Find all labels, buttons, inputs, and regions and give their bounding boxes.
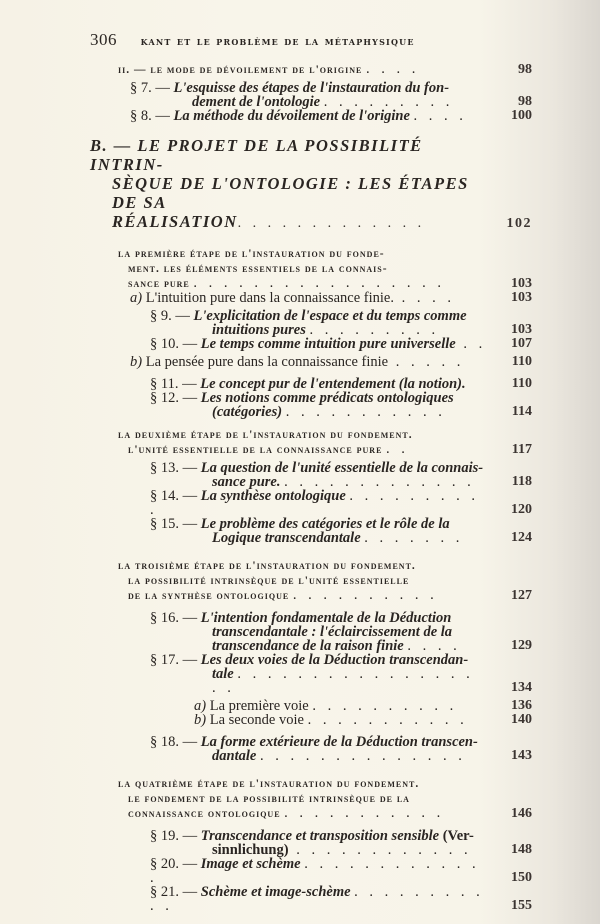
- section-number: § 12. —: [150, 390, 201, 406]
- entry-title: B. — LE PROJET DE LA POSSIBILITÉ INTRIN-: [90, 136, 423, 174]
- entry-title-cont: de la synthèse ontologique: [128, 590, 290, 602]
- entry-title: Transcendance et transposition sensible: [200, 828, 440, 844]
- toc-entry: [150, 735, 532, 763]
- section-number: § 8. —: [130, 108, 174, 124]
- entry-title: La première voie: [206, 698, 309, 714]
- section-number: § 17. —: [150, 652, 201, 668]
- leader-dots: . . . . . . . . . . . . .: [237, 216, 426, 231]
- entry-title: Le concept pur de l'entendement (la notion).: [200, 376, 466, 392]
- entry-title-cont: sinnlichung): [212, 842, 289, 858]
- page-ref: 117: [511, 442, 532, 457]
- entry-title-cont: transcendantale : l'éclaircissement de la: [212, 624, 453, 640]
- entry-title-cont: SÈQUE DE L'ONTOLOGIE : LES ÉTAPES DE SA: [112, 174, 469, 212]
- leader-dots: . . . . . . . . . . . . . . . . . .: [212, 666, 474, 696]
- leader-dots: . . . .: [365, 61, 420, 77]
- entry-title: La méthode du dévoilement de l'origine: [173, 108, 410, 124]
- leader-dots: . . . . . . . . . . .: [150, 884, 484, 914]
- toc-entry: [194, 699, 532, 713]
- subsection-letter: b): [194, 712, 207, 728]
- toc-entry: [90, 776, 532, 821]
- entry-title: Le temps comme intuition pure universelle: [200, 336, 456, 352]
- page-header: [90, 30, 530, 50]
- leader-dots: . . . . . . . . .: [323, 94, 454, 110]
- leader-dots: . . . . . . . . . . .: [284, 805, 445, 821]
- section-number: § 16. —: [150, 610, 201, 626]
- toc-entry: [130, 81, 532, 109]
- leader-dots: . . . . . . . . . .: [312, 698, 458, 714]
- entry-title-cont: l'unité essentielle de la connaissance pure: [128, 444, 383, 456]
- toc-entry: [90, 558, 532, 603]
- page-ref: 103: [511, 322, 532, 337]
- page-ref: 127: [511, 588, 532, 603]
- entry-title-cont: connaissance ontologique: [128, 808, 281, 820]
- section-number: § 21. —: [150, 884, 201, 900]
- leader-dots: . . . . . . . . . .: [150, 488, 480, 518]
- entry-title-cont: sance pure: [128, 278, 190, 290]
- toc-entry: [150, 653, 532, 695]
- page-ref: 136: [511, 698, 532, 713]
- page-ref: 129: [511, 638, 532, 653]
- toc-entry: [150, 611, 532, 653]
- entry-title: La pensée pure dans la connaissance finie: [142, 354, 389, 370]
- toc-entry: [118, 62, 532, 77]
- page-ref: 102: [506, 216, 532, 231]
- page-ref: 100: [511, 108, 532, 123]
- leader-dots: . . . . . . .: [364, 530, 464, 546]
- page-ref: 146: [511, 806, 532, 821]
- section-number: § 14. —: [150, 488, 201, 504]
- table-of-contents: [90, 62, 532, 913]
- entry-title-german: (Ver-: [439, 828, 474, 844]
- entry-title: L'intention fondamentale de la Déduction: [200, 610, 452, 626]
- toc-entry: [90, 427, 532, 457]
- toc-entry: [194, 713, 532, 727]
- page-ref: 155: [511, 898, 532, 913]
- page-ref: 98: [518, 62, 532, 77]
- section-number: § 9. —: [150, 308, 194, 324]
- leader-dots: . . . . . . . . . . . . . .: [259, 748, 466, 764]
- entry-title: La question de l'unité essentielle de la connais-: [200, 460, 484, 476]
- entry-title: la première étape de l'instauration du fonde-: [118, 248, 385, 260]
- page-ref: 150: [511, 870, 532, 885]
- page-ref: 114: [511, 404, 532, 419]
- leader-dots: . . . .: [413, 108, 467, 124]
- section-number: § 19. —: [150, 828, 201, 844]
- entry-title-cont: sance pure.: [212, 474, 281, 490]
- leader-dots: . .: [455, 336, 487, 352]
- entry-title: la deuxième étape de l'instauration du fondement.: [118, 429, 413, 441]
- toc-entry: [130, 291, 532, 305]
- page-number: 306: [90, 30, 117, 49]
- toc-entry: [130, 355, 532, 369]
- running-title: kant et le problème de la métaphysique: [140, 34, 415, 48]
- entry-title: la troisième étape de l'instauration du fondement.: [118, 560, 416, 572]
- toc-entry: [90, 246, 532, 291]
- entry-title: la quatrième étape de l'instauration du fondement.: [118, 778, 420, 790]
- entry-title: L'intuition pure dans la connaissance finie.: [142, 290, 394, 306]
- leader-dots: . . . . . . . . .: [309, 322, 440, 338]
- page-ref: 103: [511, 276, 532, 291]
- entry-title: Les notions comme prédicats ontologiques: [200, 390, 454, 406]
- page-ref: 148: [511, 842, 532, 857]
- toc-entry: [130, 109, 532, 123]
- toc-entry: [150, 885, 532, 913]
- entry-title-cont: dantale: [212, 748, 257, 764]
- section-number: § 7. —: [130, 80, 174, 96]
- page-ref: 118: [511, 474, 532, 489]
- toc-entry: [150, 337, 532, 351]
- page-ref: 103: [511, 290, 532, 305]
- entry-title-cont: (catégories): [212, 404, 283, 420]
- section-number: § 15. —: [150, 516, 201, 532]
- page-ref: 107: [511, 336, 532, 351]
- entry-title-cont: intuitions pures: [212, 322, 306, 338]
- section-number: § 11. —: [150, 376, 201, 392]
- leader-dots: . . . . .: [388, 354, 465, 370]
- entry-title: ii. — le mode de dévoilement de l'origine: [118, 64, 363, 76]
- subsection-letter: a): [194, 698, 207, 714]
- entry-title-cont: le fondement de la possibilité intrinsèque de la: [128, 793, 410, 805]
- toc-entry: [150, 517, 532, 545]
- page-ref: 110: [511, 354, 532, 369]
- toc-entry: [150, 391, 532, 419]
- page-ref: 143: [511, 748, 532, 763]
- leader-dots: . . . . . . . . . . . . . . . . .: [193, 275, 446, 291]
- toc-part-heading: [90, 136, 532, 233]
- page-ref: 98: [518, 94, 532, 109]
- leader-dots: . . . . . . . . . . . . .: [150, 856, 480, 886]
- leader-dots: . .: [386, 441, 409, 457]
- page-ref: 124: [511, 530, 532, 545]
- subsection-letter: b): [130, 354, 143, 370]
- leader-dots: . . . . . . . . . . .: [307, 712, 468, 728]
- entry-title: Image et schème: [200, 856, 301, 872]
- leader-dots: . . . . . . . . . . . . .: [284, 474, 475, 490]
- entry-title: La forme extérieure de la Déduction transcen-: [200, 734, 478, 750]
- entry-title-cont: transcendance de la raison finie: [212, 638, 404, 654]
- entry-title-cont: dement de l'ontologie: [192, 94, 321, 110]
- toc-entry: [150, 309, 532, 337]
- page-ref: 140: [511, 712, 532, 727]
- section-number: § 13. —: [150, 460, 201, 476]
- toc-entry: [150, 489, 532, 517]
- page-ref: 110: [511, 376, 532, 391]
- entry-title-cont: RÉALISATION: [112, 212, 238, 231]
- entry-title-cont: tale: [212, 666, 234, 682]
- entry-title: La seconde voie: [206, 712, 304, 728]
- entry-title: La synthèse ontologique: [200, 488, 346, 504]
- section-number: § 18. —: [150, 734, 201, 750]
- entry-title: Les deux voies de la Déduction transcendan-: [200, 652, 469, 668]
- toc-entry: [150, 829, 532, 857]
- subsection-letter: a): [130, 290, 143, 306]
- leader-dots: . . . . . . . . . .: [292, 587, 438, 603]
- section-number: § 10. —: [150, 336, 201, 352]
- entry-title-cont: ment. les éléments essentiels de la connais-: [128, 263, 388, 275]
- entry-title-cont: la possibilité intrinsèque de l'unité essentielle: [128, 575, 410, 587]
- page-ref: 120: [511, 502, 532, 517]
- entry-title: Le problème des catégories et le rôle de la: [200, 516, 450, 532]
- page-ref: 134: [511, 680, 532, 695]
- leader-dots: . . . . . . . . . . .: [285, 404, 446, 420]
- toc-entry: [150, 461, 532, 489]
- entry-title-cont: Logique transcendantale: [212, 530, 361, 546]
- leader-dots: . . . . . . . . . . . .: [288, 842, 472, 858]
- entry-title: Schème et image-schème: [200, 884, 351, 900]
- section-number: § 20. —: [150, 856, 201, 872]
- toc-entry: [150, 857, 532, 885]
- entry-title: L'explicitation de l'espace et du temps comme: [193, 308, 467, 324]
- entry-title: L'esquisse des étapes de l'instauration du fon-: [173, 80, 450, 96]
- toc-entry: [150, 377, 532, 391]
- leader-dots: . . . .: [393, 290, 455, 306]
- leader-dots: . . . .: [407, 638, 461, 654]
